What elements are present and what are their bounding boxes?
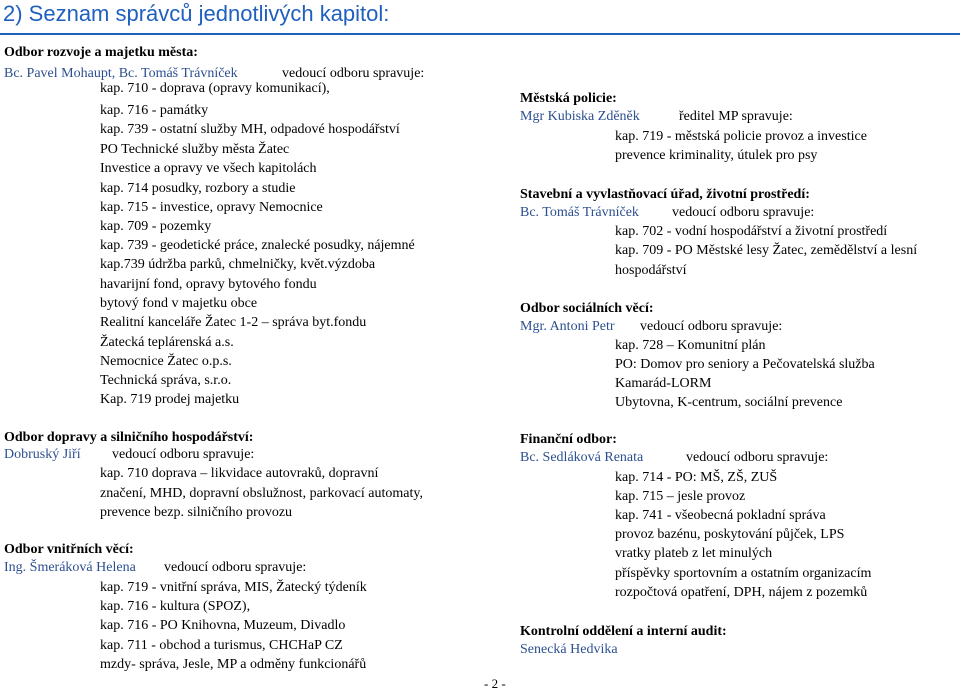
chapter-line: PO Technické služby města Žatec — [100, 142, 290, 157]
chapter-line: Realitní kanceláře Žatec 1-2 – správa byt.fondu — [100, 315, 367, 330]
chapter-line: kap. 715 – jesle provoz — [615, 489, 746, 504]
manager-names: Bc. Pavel Mohaupt, Bc. Tomáš Trávníček — [4, 66, 238, 81]
section-heading: Odbor vnitřních věcí: — [4, 542, 134, 557]
chapter-line: provoz bazénu, poskytování půjček, LPS — [615, 527, 845, 542]
chapter-line: kap. 716 - PO Knihovna, Muzeum, Divadlo — [100, 618, 346, 633]
chapter-line: mzdy- správa, Jesle, MP a odměny funkcionářů — [100, 657, 367, 672]
manager-role: vedoucí odboru spravuje: — [672, 205, 815, 220]
chapter-line: kap. 714 posudky, rozbory a studie — [100, 181, 296, 196]
manager-names: Ing. Šmeráková Helena — [4, 560, 136, 575]
section-heading: Odbor rozvoje a majetku města: — [4, 45, 198, 60]
chapter-line: kap. 710 - doprava (opravy komunikací), — [100, 81, 330, 96]
section-heading: Odbor sociálních věcí: — [520, 301, 654, 316]
chapter-line: Kamarád-LORM — [615, 376, 712, 391]
manager-role: vedoucí odboru spravuje: — [112, 447, 255, 462]
page-number: - 2 - — [484, 676, 506, 691]
page-title — [0, 0, 960, 36]
chapter-line: kap. 709 - pozemky — [100, 219, 212, 234]
chapter-line: Investice a opravy ve všech kapitolách — [100, 161, 317, 176]
chapter-line: kap. 739 - ostatní služby MH, odpadové hospodářství — [100, 122, 400, 137]
chapter-line: kap. 719 - městská policie provoz a investice — [615, 129, 867, 144]
manager-names: Bc. Sedláková Renata — [520, 450, 644, 465]
chapter-line: hospodářství — [615, 263, 687, 278]
chapter-line: PO: Domov pro seniory a Pečovatelská služba — [615, 357, 875, 372]
chapter-line: kap. 715 - investice, opravy Nemocnice — [100, 200, 323, 215]
chapter-line: kap. 739 - geodetické práce, znalecké posudky, nájemné — [100, 238, 415, 253]
section-heading: Stavební a vyvlastňovací úřad, životní prostředí: — [520, 187, 810, 202]
chapter-line: Ubytovna, K-centrum, sociální prevence — [615, 395, 843, 410]
manager-role: ředitel MP spravuje: — [679, 109, 793, 124]
chapter-line: rozpočtová opatření, DPH, nájem z pozemků — [615, 585, 868, 600]
manager-names: Bc. Tomáš Trávníček — [520, 205, 639, 220]
chapter-line: značení, MHD, dopravní obslužnost, parkovací automaty, — [100, 486, 423, 501]
chapter-line: havarijní fond, opravy bytového fondu — [100, 277, 317, 292]
chapter-line: kap. 711 - obchod a turismus, CHCHaP CZ — [100, 638, 343, 653]
chapter-line: vratky plateb z let minulých — [615, 546, 773, 561]
page-title-text: 2) Seznam správců jednotlivých kapitol: — [3, 1, 390, 26]
manager-names: Mgr Kubiska Zděněk — [520, 109, 640, 124]
chapter-line: bytový fond v majetku obce — [100, 296, 258, 311]
chapter-line: Technická správa, s.r.o. — [100, 373, 232, 388]
section-heading: Finanční odbor: — [520, 432, 617, 447]
chapter-line: Kap. 719 prodej majetku — [100, 392, 240, 407]
chapter-line: kap. 716 - kultura (SPOZ), — [100, 599, 251, 614]
chapter-line: Žatecká teplárenská a.s. — [100, 335, 234, 350]
chapter-line: kap.739 údržba parků, chmelničky, květ.výzdoba — [100, 257, 376, 272]
chapter-line: prevence kriminality, útulek pro psy — [615, 148, 818, 163]
chapter-line: příspěvky sportovním a ostatním organizacím — [615, 566, 872, 581]
section-heading: Odbor dopravy a silničního hospodářství: — [4, 430, 254, 445]
manager-role: vedoucí odboru spravuje: — [282, 66, 425, 81]
chapter-line: kap. 719 - vnitřní správa, MIS, Žatecký týdeník — [100, 580, 367, 595]
manager-role: vedoucí odboru spravuje: — [640, 319, 783, 334]
section-heading: Kontrolní oddělení a interní audit: — [520, 624, 727, 639]
manager-role: vedoucí odboru spravuje: — [164, 560, 307, 575]
chapter-line: kap. 716 - památky — [100, 103, 209, 118]
chapter-line: kap. 702 - vodní hospodářství a životní prostředí — [615, 224, 888, 239]
chapter-line: kap. 710 doprava – likvidace autovraků, dopravní — [100, 466, 379, 481]
manager-names: Senecká Hedvika — [520, 642, 618, 657]
chapter-line: prevence bezp. silničního provozu — [100, 505, 293, 520]
section-heading: Městská policie: — [520, 91, 617, 106]
manager-names: Dobruský Jiří — [4, 447, 81, 462]
manager-role: vedoucí odboru spravuje: — [686, 450, 829, 465]
chapter-line: Nemocnice Žatec o.p.s. — [100, 354, 232, 369]
manager-names: Mgr. Antoni Petr — [520, 319, 615, 334]
title-underline — [0, 33, 960, 35]
chapter-line: kap. 728 – Komunitní plán — [615, 338, 766, 353]
chapter-line: kap. 741 - všeobecná pokladní správa — [615, 508, 826, 523]
chapter-line: kap. 714 - PO: MŠ, ZŠ, ZUŠ — [615, 470, 778, 485]
chapter-line: kap. 709 - PO Městské lesy Žatec, zemědělství a lesní — [615, 243, 918, 258]
